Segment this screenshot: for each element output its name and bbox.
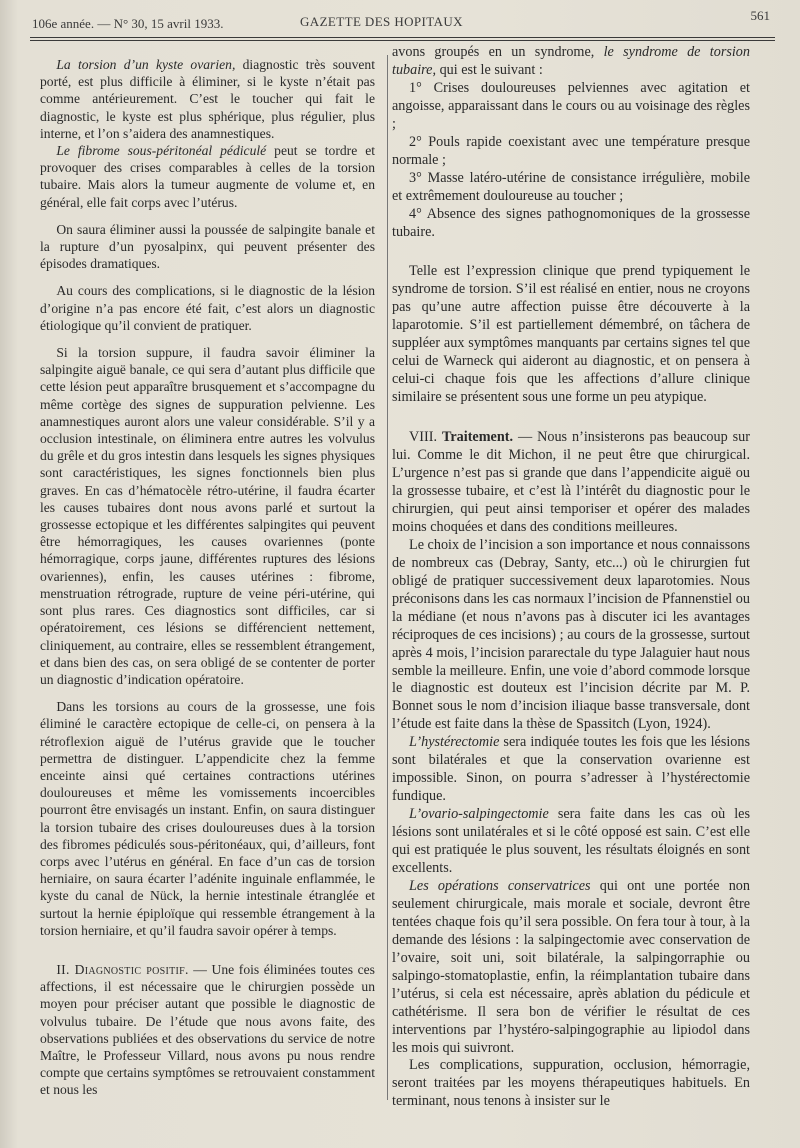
paragraph-grossesse: Dans les torsions au cours de la grossesse, une fois éliminé le caractère ectopique de celle-ci, on pensera à la rétroflexion aiguë de l’utérus gravide que le toucher permettra de distinguer. L’appendicite chez la femme enceinte ainsi qué certaines contractions utérines douloureuses et même les vomissements incoercibles pourront être envisagés un instant. Enfin, on saura distinguer la torsion tubaire des crises douloureuses dues à la torsion des fibromes pédiculés sous-péritonéaux, qui, d’ailleurs, font corps avec l’utérus en général. En face d’un cas de torsion herniaire, on saura écarter l’adénite inguinale enflammée, le kyste du canal de Nück, la hernie intestinale étranglée et surtout la hernie épiploïque qui ressemble étrangement à la torsion herniaire, et qu’il faudra savoir opérer à temps.	[40, 699, 375, 938]
paragraph-lead-italic: L’ovario-salpingectomie	[409, 806, 549, 823]
section-number: VIII.	[409, 429, 442, 446]
paragraph-suppuration: Si la torsion suppure, il faudra savoir éliminer la salpingite aiguë banale, ce qui sera d’autant plus difficile que cette lésion peut apparaître brusquement et s’accompagne du même cortège des signes de suppuration pelvienne. Les anamnestiques auront alors une valeur considérable. S’il y a occlusion intestinale, on éliminera entre autres les volvulus du grêle et du gros intestin dans lesquels les signes physiques sont caractéristiques, les signes fonctionnels bien plus graves. En cas d’hématocèle rétro-utérine, il faudra écarter les causes tubaires dont nous avons parlé et surtout la grossesse ectopique et les différentes salpingites qui peuvent être hémorragiques, les causes ovariennes (ponte hémorragique, corps jaune, différentes ruptures des lésions ovariennes), enfin, les causes utérines : fibrome, menstruation rétrograde, rupture de veine péri-utérine, qui sont plus rares. Ces diagnostics sont difficiles, car si opératoirement, ces lésions se différencient nettement, cliniquement, au contraire, elles se ressemblent étrangement, et dans bien des cas, on sera obligé de se contenter de porter un diagnostic d’indication opératoire.	[40, 345, 375, 687]
paragraph-complications: Au cours des complications, si le diagnostic de la lésion d’origine n’a pas encore été fait, c’est alors un diagnostic étiologique qu’il convient de pratiquer.	[40, 283, 375, 333]
running-head	[30, 8, 770, 36]
paragraph-hysterectomie	[392, 734, 750, 806]
syndrome-item-2: 2° Pouls rapide coexistant avec une température presque normale ;	[392, 133, 750, 168]
syndrome-name: le syndrome de torsion tubaire,	[392, 44, 750, 78]
section-heading: Traitement.	[441, 429, 513, 446]
paragraph-text: sera indiquée toutes les fois que les lésions sont bilatérales et que la conservation ovarienne est impossible. Sinon, on pourra s’adresser à l’hystérectomie fundique.	[392, 734, 750, 805]
left-column	[40, 56, 375, 1099]
page-number: 561	[750, 8, 770, 23]
paragraph-syndrome-intro	[392, 44, 750, 80]
paragraph-expression-clinique: Telle est l’expression clinique que prend typiquement le syndrome de torsion. S’il est réalisé en entier, nous ne croyons pas qu’une autre affection puisse être découverte à la laparotomie. S’il est partiellement démembré, on tâchera de suppléer aux symptômes manquants par certains signes tel que celui de Warneck qui aideront au diagnostic, et on pensera à celui-ci chaque fois que les affections d’allure clinique similaire se présentent sous une forme un peu atypique.	[392, 263, 750, 406]
paragraph-traitement	[392, 429, 750, 537]
column-divider	[387, 55, 388, 1100]
paragraph-fibrome	[40, 142, 375, 211]
paragraph-kyste-ovarien	[40, 56, 375, 142]
paragraph-text: — Nous n’insisterons pas beaucoup sur lui. Comme le dit Michon, il ne peut être que chirurgical. L’urgence n’est pas si grande que dans l’appendicite aiguë ou la grossesse tubaire, et c’est là l’intérêt du diagnostic pour le chirurgien, qui peut ainsi temporiser et opérer des malades moins choquées et dans des conditions meilleures.	[392, 429, 750, 535]
paragraph-text: peut se tordre et provoquer des crises comparables à celles de la torsion tubaire. Mais alors la tumeur augmente de volume et, en général, elle fait corps avec l’utérus.	[40, 143, 376, 210]
paragraph-lead-italic: Les opérations conservatrices	[409, 877, 591, 894]
paragraph-operations-conservatrices	[392, 878, 750, 1058]
journal-title: GAZETTE DES HOPITAUX	[300, 14, 463, 29]
paragraph-ovario-salpingectomie	[392, 806, 750, 878]
paragraph-lead-italic: La torsion d’un kyste ovarien,	[56, 57, 236, 72]
paragraph-diagnostic-positif	[40, 961, 375, 1099]
issue-line: 106e année. — N° 30, 15 avril 1933.	[32, 16, 224, 31]
paragraph-salpingite: On saura éliminer aussi la poussée de salpingite banale et la rupture d’un pyosalpinx, qui peuvent présenter des épisodes dramatiques.	[40, 221, 375, 272]
paragraph-text: diagnostic très souvent porté, est plus difficile à éliminer, si le kyste n’était pas comme antérieurement. C’est le toucher qui fait le diagnostic, le kyste est plus sphérique, plus régulier, plus interne, et l’on s’aidera des anamnestiques.	[40, 57, 375, 141]
paragraph-text: avons groupés en un syndrome,	[392, 44, 604, 60]
header-rule-bottom	[30, 40, 775, 41]
paragraph-lead-italic: Le fibrome sous-péritonéal pédiculé	[56, 143, 267, 159]
paragraph-text: qui est le suivant :	[436, 61, 543, 78]
syndrome-item-4: 4° Absence des signes pathognomoniques de la grossesse tubaire.	[392, 205, 750, 240]
syndrome-item-3: 3° Masse latéro-utérine de consistance irrégulière, mobile et extrêmement douloureuse au toucher ;	[392, 169, 750, 204]
paragraph-incision: Le choix de l’incision a son importance et nous connaissons de nombreux cas (Debray, Santy, etc...) où le chirurgien fut obligé de pratiquer successivement deux laparotomies. Nous préconisons dans les cas normaux l’incision de Pfannenstiel ou la médiane (et nous n’avons pas à discuter ici les avantages réciproques de ces incisions) ; au cours de la grossesse, surtout après 4 mois, l’incision pararectale du type Jalaguier haut nous semble la meilleure. Enfin, une voie d’abord commode lorsque le diagnostic est douteux est l’incision décrite par M. P. Bonnet sous le nom d’incision iliaque basse transversale, dont l’étude est faite dans la thèse de Spassitch (Lyon, 1924).	[392, 536, 750, 733]
paragraph-text: qui ont une portée non seulement chirurgicale, mais morale et sociale, devront être tentées chaque fois qu’il sera possible. On fera tour à tour, à la demande des lésions : la salpingectomie avec conservation de l’ovaire, soit uni, soit bilatérale, la salpingorraphie ou salpingo-stomatoplastie, enfin, la réimplantation tubaire dans l’utérus, si cela est nécessaire, après ablation du pédicule et cathétérisme. Il sera bon de vérifier le résultat de ces interventions par l’hystéro-salpingographie au lipiodol dans les mois qui suivront.	[392, 877, 750, 1056]
section-heading: II. Diagnostic positif.	[56, 961, 189, 977]
syndrome-item-1: 1° Crises douloureuses pelviennes avec agitation et angoisse, apparaissant dans le cours ou au voisinage des règles ;	[392, 79, 750, 132]
right-column	[392, 44, 750, 1111]
paragraph-complications-traitement: Les complications, suppuration, occlusion, hémorragie, seront traitées par les moyens thérapeutiques habituels. En terminant, nous tenons à insister sur le	[392, 1057, 750, 1110]
header-rule-top	[30, 37, 775, 38]
paragraph-text: sera faite dans les cas où les lésions sont unilatérales et si le côté opposé est sain. C’est elle qui est pratiquée le plus souvent, les résultats éloignés en sont excellents.	[392, 806, 750, 876]
paragraph-text: — Une fois éliminées toutes ces affections, il est nécessaire que le chirurgien possède un moyen pour préciser autant que possible le diagnostic de volvulus tubaire. De l’étude que nous avons faite, des observations publiées et des observations du service de notre Maître, le Professeur Villard, nous avons pu nous rendre compte que certains symptômes se retrouvaient constamment et nous les	[40, 961, 375, 1098]
paragraph-lead-italic: L’hystérectomie	[409, 734, 500, 751]
